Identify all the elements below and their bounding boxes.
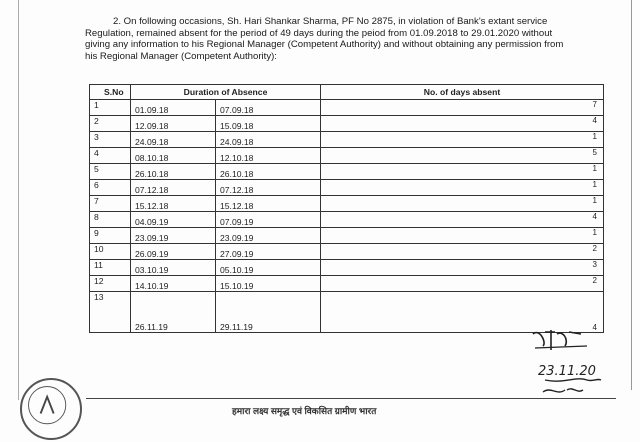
cell-from: 01.09.18 [131,100,216,116]
cell-to: 15.09.18 [216,116,321,132]
cell-days: 4 [321,292,604,333]
table-row [90,228,604,244]
cell-to: 15.10.19 [216,276,321,292]
cell-to: 07.09.19 [216,212,321,228]
cell-to: 07.09.18 [216,100,321,116]
page-right-margin-line [631,0,632,390]
bank-seal-stamp [20,378,82,440]
table-row [90,148,604,164]
header-days: No. of days absent [321,85,604,100]
handwritten-signature-image [525,320,605,400]
cell-to: 05.10.19 [216,260,321,276]
cell-to: 26.10.18 [216,164,321,180]
cell-from: 26.11.19 [131,292,216,333]
table-row [90,180,604,196]
cell-from: 23.09.19 [131,228,216,244]
body-paragraph [85,16,615,62]
cell-from: 04.09.19 [131,212,216,228]
cell-to: 29.11.19 [216,292,321,333]
cell-sno: 7 [90,196,131,212]
absence-table [89,84,604,333]
cell-to: 23.09.19 [216,228,321,244]
cell-days: 1 [321,228,604,244]
cell-from: 14.10.19 [131,276,216,292]
table-row [90,116,604,132]
cell-days: 4 [321,116,604,132]
cell-from: 24.09.18 [131,132,216,148]
seal-emblem-icon [22,380,76,434]
cell-sno: 1 [90,100,131,116]
cell-sno: 11 [90,260,131,276]
table-row [90,244,604,260]
cell-from: 08.10.18 [131,148,216,164]
cell-sno: 12 [90,276,131,292]
table-header-row [90,85,604,100]
cell-days: 3 [321,260,604,276]
cell-sno: 13 [90,292,131,333]
cell-sno: 5 [90,164,131,180]
table-row [90,212,604,228]
footer-divider [86,398,616,399]
cell-to: 27.09.19 [216,244,321,260]
cell-from: 26.09.19 [131,244,216,260]
cell-from: 03.10.19 [131,260,216,276]
cell-sno: 8 [90,212,131,228]
footer-slogan: हमारा लक्ष्य समृद्ध एवं विकसित ग्रामीण भारत [232,406,377,416]
cell-days: 4 [321,212,604,228]
paragraph-line-4: his Regional Manager (Competent Authority): [85,50,277,62]
paragraph-line-2: Regulation, remained absent for the period of 49 days during the peiod from 01.09.2018 to 29.01.2020 without [85,27,553,39]
cell-sno: 2 [90,116,131,132]
cell-days: 7 [321,100,604,116]
cell-sno: 9 [90,228,131,244]
paragraph-line-1: 2. On following occasions, Sh. Hari Shankar Sharma, PF No 2875, in violation of Bank's extant service [113,16,548,27]
table-row [90,260,604,276]
header-sno: S.No [90,85,131,100]
cell-days: 2 [321,276,604,292]
cell-from: 15.12.18 [131,196,216,212]
table-row [90,196,604,212]
cell-from: 26.10.18 [131,164,216,180]
cell-to: 15.12.18 [216,196,321,212]
cell-days: 1 [321,180,604,196]
cell-days: 5 [321,148,604,164]
cell-days: 1 [321,196,604,212]
cell-sno: 10 [90,244,131,260]
cell-days: 2 [321,244,604,260]
cell-from: 12.09.18 [131,116,216,132]
cell-to: 12.10.18 [216,148,321,164]
paragraph-line-3: giving any information to his Regional Manager (Competent Authority) and without obtaining any permission from [85,39,564,51]
cell-sno: 6 [90,180,131,196]
cell-to: 24.09.18 [216,132,321,148]
table-row [90,276,604,292]
table-row [90,164,604,180]
cell-days: 1 [321,164,604,180]
cell-days: 1 [321,132,604,148]
cell-from: 07.12.18 [131,180,216,196]
signature-date: 23.11.20 [538,364,596,379]
table-row [90,132,604,148]
header-duration: Duration of Absence [131,85,321,100]
table-row [90,100,604,116]
cell-sno: 4 [90,148,131,164]
cell-to: 07.12.18 [216,180,321,196]
cell-sno: 3 [90,132,131,148]
